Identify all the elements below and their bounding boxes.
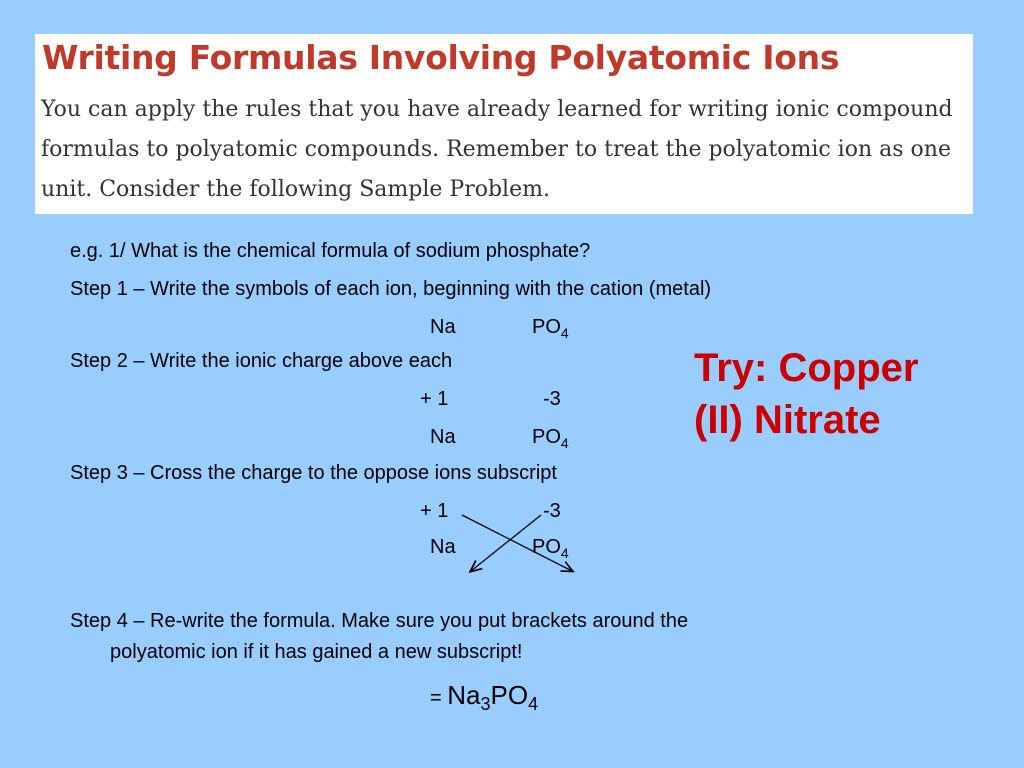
anion-charge: -3: [543, 388, 561, 410]
step-4-text-cont: polyatomic ion if it has gained a new subscript!: [110, 641, 523, 663]
intro-paragraph: You can apply the rules that you have already learned for writing ionic compound formulas to polyatomic compounds. Remember to treat the polyatomic ion as one unit. Consider the following Sample Problem.: [41, 97, 953, 202]
final-formula: = Na3PO4: [430, 680, 539, 714]
anion-symbol: $PO_4$: [532, 426, 569, 451]
cation-symbol: Na: [430, 316, 456, 338]
try-line-2: (II) Nitrate: [694, 398, 881, 442]
cation-charge: + 1: [420, 388, 449, 410]
try-line-1: Try: Copper: [694, 346, 919, 390]
anion-symbol: $PO_4$: [532, 316, 569, 341]
try-prompt: [694, 342, 918, 446]
anion-symbol: $PO_4$: [532, 536, 569, 561]
arrow-anion-to-cation: [471, 515, 541, 571]
cation-symbol: Na: [430, 426, 456, 448]
step-3-text: Step 3 – Cross the charge to the oppose ions subscript: [70, 462, 557, 484]
step-1-text: Step 1 – Write the symbols of each ion, beginning with the cation (metal): [70, 278, 712, 300]
cation-symbol: Na: [430, 536, 456, 558]
anion-charge: -3: [543, 500, 561, 522]
step-2-text: Step 2 – Write the ionic charge above each: [70, 350, 453, 372]
step-4-text: Step 4 – Re-write the formula. Make sure you put brackets around the: [70, 610, 689, 632]
example-question: e.g. 1/ What is the chemical formula of sodium phosphate?: [70, 240, 591, 262]
cation-charge: + 1: [420, 500, 449, 522]
arrow-cation-to-anion: [462, 515, 572, 571]
slide-title: Writing Formulas Involving Polyatomic Ions: [42, 38, 840, 77]
